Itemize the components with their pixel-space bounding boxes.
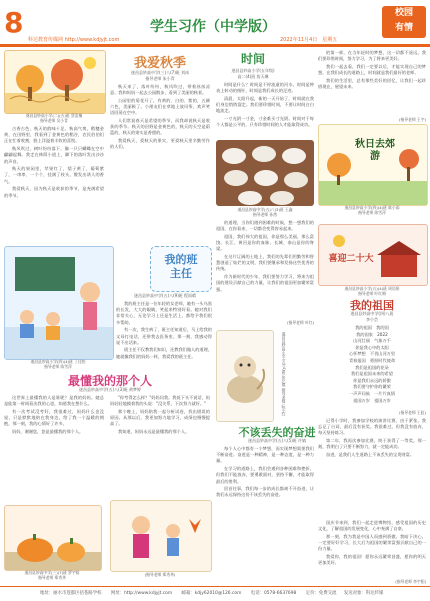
- teacher-title-frame: [150, 246, 212, 292]
- brand-badge: [382, 6, 426, 38]
- autumn-drawing: [5, 51, 105, 113]
- paragraph: 的第一样，在当年轻时的梦想，这一切都不遥远，我们要珍惜时间，努力学习，为了将来更美好。: [318, 50, 426, 62]
- header-divider: [0, 44, 430, 47]
- paragraph: 有一次，我生病了，班主任知道后，马上给我的父母打电话，还带我去医务室。那一刻，我感动得说不出话来。: [116, 327, 212, 345]
- paragraph: 人们常说春天是希望的季节，而我却说秋天是收获的季节。秋天的田野是金黄色的，秋天的天空是蔚蓝的，秋天的果实是香甜的。: [110, 118, 210, 136]
- care-text-col1: [4, 395, 104, 503]
- outing-illustration: [318, 124, 428, 206]
- outing-teacher: 指导老师 陈雪萍: [358, 210, 386, 215]
- congress-badge-teacher: 指导老师 叶红梅: [358, 291, 386, 296]
- paragraph: 公园里的菊花开了，有黄的、白的、紫的，五颜六色，美丽极了。小朋友们在草地上放风筝，欢声笑语回荡在空中。: [110, 97, 210, 116]
- family-drawing: [111, 501, 211, 571]
- site-line: 科达教育传媒网 http://www.kdjyjt.com: [28, 37, 120, 43]
- care-teacher-note: (指导老师 郑秀华): [144, 572, 176, 577]
- paragraph: 国庆节来到，我们一起走进博物馆，感受祖国的历史文化，了解祖国的发展变化，心中充满了自豪。: [318, 520, 426, 532]
- paragraph: 祖国，我们伟大的祖国，你是那么美丽，那么富饶。长江、黄河是你的血脉，长城、泰山是你的脊梁。: [216, 233, 314, 252]
- paragraph: 的道理，当你们遇到困难的时候，想一想我们的祖国，在你看来，一切都会变得容易起来。: [216, 220, 314, 232]
- dumplings-teacher: 指导老师 孙茜: [253, 212, 277, 217]
- paragraph: 有一次考试没考好，我很难过，妈妈什么也没说，只是默默地陪在我身边，给了我一个温暖的拥抱，那一刻，我的心情好了许多。: [4, 408, 104, 427]
- autumn-illustration: [4, 50, 106, 114]
- poem-line: 心怀梦想 不畏山河万里: [348, 351, 396, 357]
- motherland-author: 遂昌县妙高中学(四)八班: [350, 311, 394, 316]
- paragraph: 第二年，我再次参加比赛，终于获得了一等奖。那一刻，我明白了只要不断努力，就一定能成功。: [318, 438, 426, 450]
- paragraph: 秋风吹过，树叶纷纷落下，像一只只蝴蝶在空中翩翩起舞。我走在林荫小道上，脚下的落叶发出沙沙的声音。: [4, 146, 104, 164]
- paragraph: 时间是什么？时间是不停流逝的河水，时间是钟表上转动的指针，时间是我们成长的足迹。: [216, 82, 314, 94]
- outing-caption: 遂昌县妙高小学(四)(4)班 陈小雨: [344, 205, 400, 210]
- time-text: [216, 82, 314, 138]
- right-top-teacher: (指导老师 王宇): [399, 117, 426, 122]
- teacher-text: [116, 301, 212, 369]
- struggle-author: 遂昌县妙高中学(五)八(5)班 许婧: [247, 438, 307, 443]
- struggle-illustration: [216, 330, 274, 422]
- poem-line: 我们要守护你的繁荣: [353, 384, 391, 390]
- motherland-author-name: 李小芸: [366, 317, 378, 322]
- poem-line: 我的祖国 我的国: [355, 325, 389, 330]
- paragraph: 这世界上最懂我的人是谁呢？是我的妈妈。她总是能第一时间看出我的心思，知道我在想什么。: [4, 395, 104, 407]
- paragraph: 清晨，太阳升起，新的一天开始了，时间就在我们身边悄悄溜走。我们要珍惜时间，不要让时间白白地流走。: [216, 95, 314, 114]
- autumn-illustration-teacher: 指导老师 吴小青: [40, 118, 68, 123]
- poem-line: 一声声问候 一片片真情: [348, 390, 396, 396]
- masthead: [0, 0, 430, 48]
- paragraph: 奋进，是我们人生道路上不该丢失的宝贵财富。: [326, 452, 414, 458]
- paragraph: 古香古色，秋天的韵味十足。秋高气爽，稻穗金黄，在田野里，我看到了金黄色的稻谷，农民伯伯们正在忙着收割，脸上洋溢着丰收的喜悦。: [4, 126, 104, 144]
- paragraph: 回首往事，我们每一步的成长都离不开奋进，让我们永远保持这份不该丢失的奋进。: [216, 486, 314, 498]
- autumn-teacher: 指导老师 朱小青: [145, 76, 175, 81]
- footer-email[interactable]: 邮箱：kdjy62010@126.com: [181, 591, 242, 596]
- care-title: 最懂我的那个人: [67, 374, 152, 388]
- teacher-illustration-caption: 遂昌县妙高小学(四)(4)班 丁佳怡: [30, 359, 86, 364]
- classroom-drawing: [5, 247, 113, 359]
- paragraph: 我知道，妈妈永远是最懂我的那个人。: [118, 429, 190, 435]
- time-author-class: 高二(4)班 詹天琳: [237, 74, 269, 79]
- care-illustration-caption: 遂昌县妙高中学(三)(7)班 罗宇晗: [24, 570, 80, 575]
- paragraph: 在学习的道路上，我们会遇到各种困难和挫折，但我们不能放弃，要勇敢面对，坚持不懈，才能取得最后的胜利。: [216, 466, 314, 484]
- teacher-illustration: [4, 246, 114, 360]
- footer: [0, 586, 430, 601]
- right-top-text: [318, 50, 426, 116]
- congress-badge-caption: 遂昌县妙高小学(五)(4)班 周语彤: [344, 286, 400, 291]
- pumpkin-drawing: [5, 506, 101, 570]
- paragraph: 我们的生活里，总有那些美好的回忆，让我们一起珍惜现在，展望未来。: [318, 77, 426, 90]
- paragraph: 一寸光阴一寸金，寸金难买寸光阴。时间对于每个人都是公平的，只有珍惜时间的人才能取得成功。: [216, 116, 314, 128]
- footer-address: 地址：丽水市莲都区括苍路学校: [40, 591, 102, 596]
- paragraph: 班主任不仅教我们知识，还教我们做人的道理，她就像我们的妈妈一样，我爱我的班主任。: [116, 347, 212, 359]
- paragraph: 每个人心中都有一个梦想，而实现梦想需要我们不断奋进。奋进是一种精神，是一种态度，是一种力量。: [216, 446, 314, 464]
- issue-date: 2022年11月4日 星期五: [280, 37, 338, 43]
- time-author: 遂昌县妙高小学(五年级): [231, 68, 275, 73]
- paragraph: 我爱秋天，爱秋天的果实，更爱秋天里辛勤劳作的人们。: [110, 138, 210, 150]
- paragraph: 我爱秋天，因为秋天是收获的季节，是充满希望的季节。: [4, 186, 104, 198]
- struggle-vertical-caption: 遂昌县妙高小学(五)(4)班 张芯琪 指导老师 阮小红: [282, 332, 287, 417]
- dumplings-caption: 遂昌县妙高中学(五)八(3)班 王鑫: [237, 207, 293, 212]
- teacher-author: 遂昌县妙高中学(五)八(9)班 程雨晴: [133, 293, 197, 298]
- paragraph: 那一刻，我为我是中国人而感到骄傲。我暗下决心，一定要好好学习，长大后为祖国的繁荣富强贡献自己的一份力量。: [318, 533, 426, 552]
- outing-art-text: 秋日去郊游: [355, 139, 395, 162]
- struggle-text-col1: [216, 446, 314, 582]
- dog-drawing: [217, 331, 273, 421]
- time-title: 时间: [240, 52, 265, 66]
- poem-line: 我们是祖国未来的希望: [351, 371, 393, 377]
- page-number: 8: [4, 6, 24, 39]
- poem-line: 祖国万岁 祖国万岁: [353, 397, 391, 403]
- paragraph: 我爱你，我的祖国！愿你永远繁荣昌盛，愿你的明天更加美好。: [318, 554, 426, 566]
- time-title-frame: [218, 50, 288, 68]
- autumn-text-col1: [4, 126, 104, 242]
- motherland-essay-text: [216, 220, 314, 318]
- paragraph: 那个晚上，妈妈陪我一起分析试卷，找出错误的原因。从那以后，我更加努力地学习，成绩也慢慢提高了。: [110, 408, 210, 427]
- poem-line: 我的国家 2022: [356, 331, 388, 337]
- footer-phone: 电话：0578-6637698: [250, 591, 297, 596]
- autumn-illustration-caption: 遂昌县妙高小学(二)(五)班 蔡浩楠: [25, 113, 83, 118]
- motherland-poem: [318, 325, 426, 409]
- right-bottom-text: [318, 520, 426, 578]
- care-illustration-teacher: 指导老师 郑秀华: [38, 575, 66, 580]
- paragraph: 秋天的果园里，苹果红了，梨子黄了，葡萄紫了，一串串、一个个，挂满了枝头，散发出诱人的香气。: [4, 166, 104, 184]
- motherland-title: 我的祖国: [350, 299, 394, 312]
- care-text-col2: [110, 395, 210, 495]
- poem-line: 你是我们永远的骄傲: [353, 377, 391, 383]
- teacher-title: 我的班主任: [164, 253, 198, 280]
- struggle-text-col2: [318, 418, 426, 518]
- dumplings-photo: [216, 140, 314, 206]
- care-side-illustration: [110, 500, 212, 572]
- care-author: 遂昌县妙高中学(五)八(3)班 黄梦婷: [78, 387, 142, 392]
- poem-line: 山河壮丽 气象万千: [353, 338, 391, 344]
- motherland-teacher: (指导老师 王虹): [399, 410, 426, 415]
- paragraph: 记得小学时，我参加学校的演讲比赛，由于紧张，我忘记了台词，最后没有获奖。我很难过，但我没有放弃，每天坚持练习。: [318, 418, 426, 436]
- poem-line: 青春报国 勇担时代使命: [348, 357, 396, 363]
- footer-price: 定价：免费交流: [305, 591, 337, 596]
- autumn-title: 我爱秋季: [133, 56, 186, 71]
- page-title: 学生习作（中学版）: [150, 19, 276, 35]
- brand-bottom: 有情: [394, 23, 413, 33]
- poem-line: 我们是祖国的花朵: [355, 364, 389, 370]
- paragraph: 秋天来了，落叶纷纷，秋风吹过，带着丝丝凉意。我和妈妈一起去公园散步，看到了美丽的秋景。: [110, 84, 210, 96]
- footer-site[interactable]: 网址：http://www.kdjyjt.com: [110, 591, 173, 596]
- middle-teacher-note: (指导老师 叶红): [287, 320, 314, 325]
- paragraph: 妈妈，谢谢您，您是最懂我的那个人。: [12, 429, 84, 435]
- paragraph: 我的班主任是一位年轻的女老师，她有一头乌黑的长发，大大的眼睛，笑起来特别好看。她对我们非常关心，无论学习上还是生活上，都给予我们很多帮助。: [116, 301, 212, 325]
- autumn-text-col2: [110, 84, 210, 242]
- struggle-title: 不该丢失的奋进: [238, 426, 316, 439]
- footer-distribution: 发送对象：科达传媒: [343, 591, 384, 596]
- right-bottom-teacher: (指导老师 李宇阳): [395, 579, 426, 584]
- paragraph: 作为新时代的少年，我们要努力学习，将来为祖国的建设贡献自己的力量，让我们的祖国更加繁荣富强。: [216, 274, 314, 292]
- teacher-illustration-teacher: 指导老师 陈雪萍: [44, 364, 72, 369]
- poem-line: 你是我心中的太阳: [355, 344, 389, 350]
- paragraph: 在这片辽阔的土地上，我们的先辈们用勤劳和智慧创造了灿烂的文明，我们要继承和发扬这些优秀的传统。: [216, 254, 314, 272]
- paragraph: "你考得怎么样？"妈妈问我。我低下头不说话，妈妈轻轻地摸着我的头说："没关系，下次努力就好。": [110, 395, 210, 407]
- congress-badge-text: 喜迎二十大: [328, 254, 374, 264]
- dumplings-drawing: [216, 140, 314, 206]
- autumn-author: 遂昌县妙高中学(三)八(7)班 刘冰: [130, 70, 190, 75]
- outing-drawing: [319, 125, 427, 205]
- congress-badge-illustration: [318, 224, 428, 286]
- brand-top: 校园: [394, 8, 413, 18]
- paragraph: 我们一起去看，我们一定要以后，才能实现自己的梦想。在我们成长的道路上，时间就是我们最好的老师。: [318, 63, 426, 76]
- care-illustration: [4, 505, 102, 571]
